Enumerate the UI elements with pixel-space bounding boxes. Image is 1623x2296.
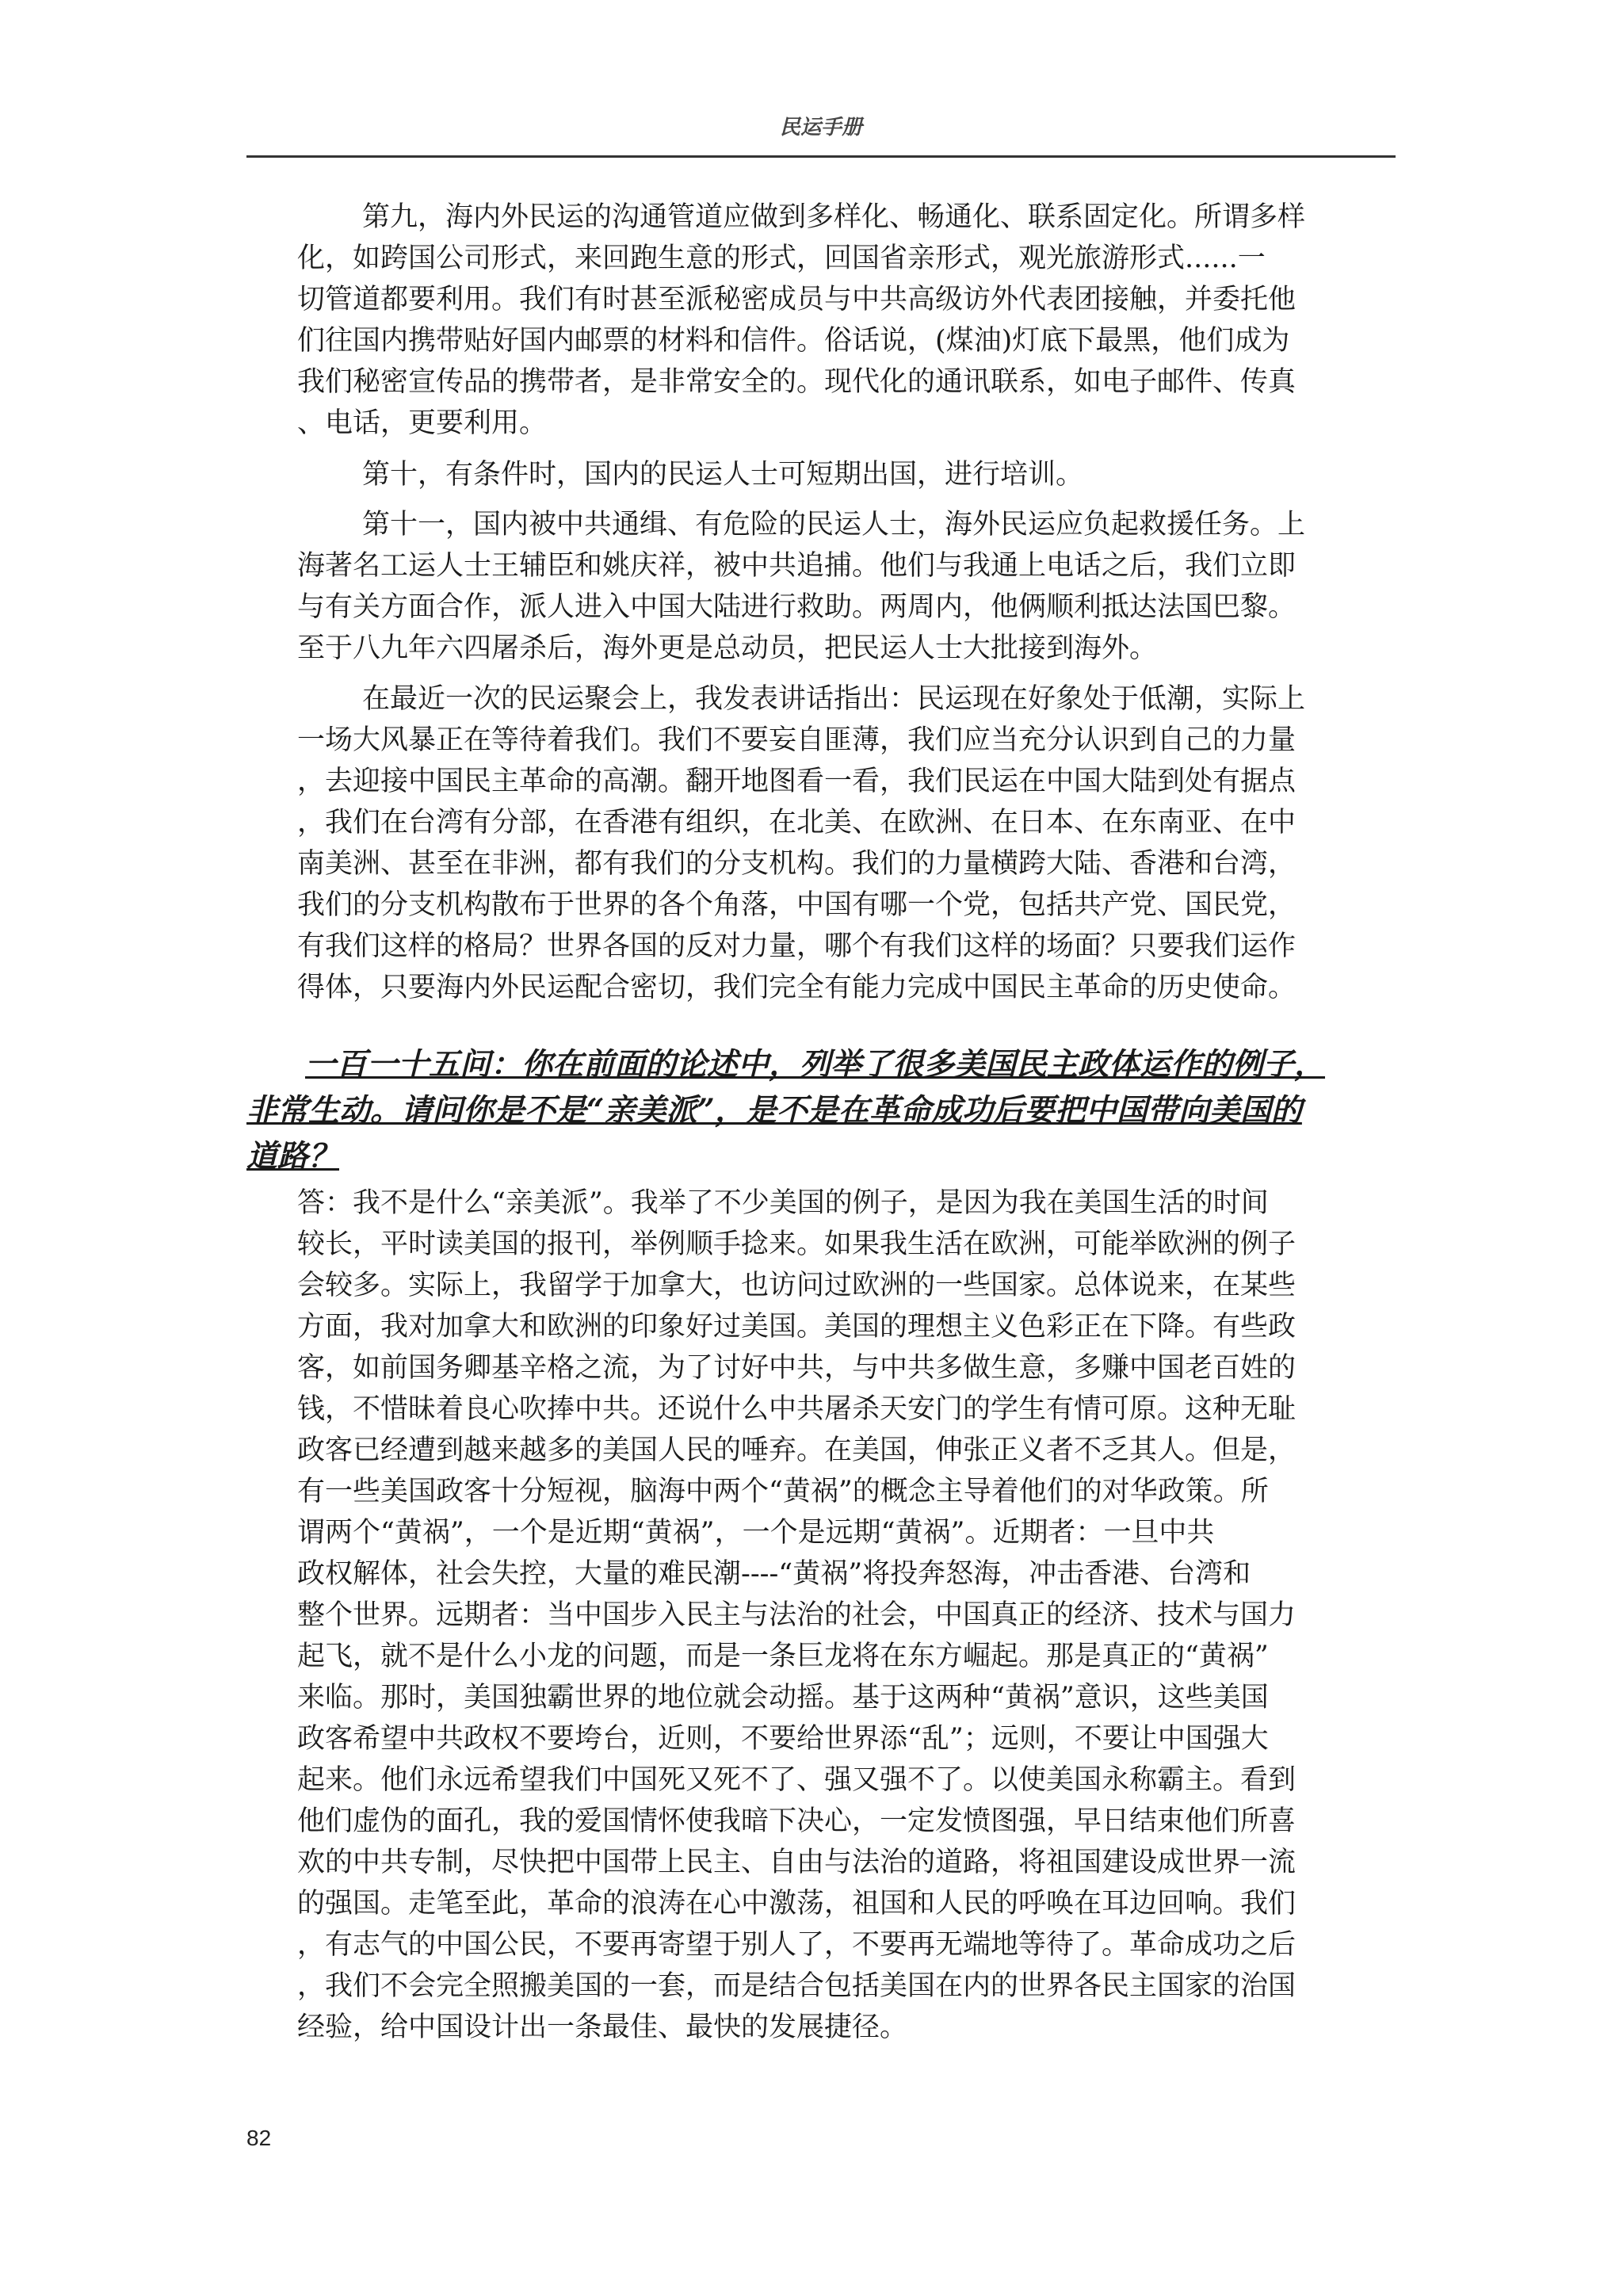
text-line: 起飞，就不是什么小龙的问题，而是一条巨龙将在东方崛起。那是真正的“黄祸”	[297, 1641, 1269, 1672]
text-line: 较长，平时读美国的报刊，举例顺手捻来。如果我生活在欧洲，可能举欧洲的例子	[297, 1228, 1296, 1260]
text-line: 经验，给中国设计出一条最佳、最快的发展捷径。	[297, 2011, 908, 2043]
text-line: 与有关方面合作，派人进入中国大陆进行救助。两周内，他俩顺利抵达法国巴黎。	[297, 591, 1296, 623]
text-line: 第十一，国内被中共通缉、有危险的民运人士，海外民运应负起救援任务。上	[362, 509, 1306, 541]
text-line: 化，如跨国公司形式，来回跑生意的形式，回国省亲形式，观光旅游形式......一	[297, 243, 1266, 274]
text-line: 们往国内携带贴好国内邮票的材料和信件。俗话说，(煤油)灯底下最黑，他们成为	[297, 325, 1290, 357]
text-line: 有我们这样的格局？世界各国的反对力量，哪个有我们这样的场面？只要我们运作	[297, 930, 1296, 962]
text-line: 他们虚伪的面孔，我的爱国情怀使我暗下决心，一定发愤图强，早日结束他们所喜	[297, 1805, 1296, 1837]
text-line: 有一些美国政客十分短视，脑海中两个“黄祸”的概念主导着他们的对华政策。所	[297, 1476, 1269, 1507]
text-line: 在最近一次的民运聚会上，我发表讲话指出：民运现在好象处于低潮，实际上	[362, 683, 1306, 715]
running-header: 民运手册	[779, 116, 862, 139]
text-line: 的强国。走笔至此，革命的浪涛在心中激荡，祖国和人民的呼唤在耳边回响。我们	[297, 1888, 1296, 1920]
text-line: 第九，海内外民运的沟通管道应做到多样化、畅通化、联系固定化。所谓多样	[362, 201, 1306, 233]
text-line: 客，如前国务卿基辛格之流，为了讨好中共，与中共多做生意，多赚中国老百姓的	[297, 1352, 1296, 1384]
text-line: 政客已经遭到越来越多的美国人民的唾弃。在美国，伸张正义者不乏其人。但是，	[297, 1435, 1296, 1466]
text-line: 谓两个“黄祸”，一个是近期“黄祸”，一个是远期“黄祸”。近期者：一旦中共	[297, 1517, 1215, 1549]
text-line: ，有志气的中国公民，不要再寄望于别人了，不要再无端地等待了。革命成功之后	[297, 1929, 1296, 1961]
text-line: 至于八九年六四屠杀后，海外更是总动员，把民运人士大批接到海外。	[297, 632, 1158, 664]
text-line: 方面，我对加拿大和欧洲的印象好过美国。美国的理想主义色彩正在下降。有些政	[297, 1311, 1296, 1343]
text-line: 第十，有条件时，国内的民运人士可短期出国，进行培训。	[362, 459, 1084, 491]
text-line: 南美洲、甚至在非洲，都有我们的分支机构。我们的力量横跨大陆、香港和台湾，	[297, 848, 1296, 880]
question-heading-line: 道路？	[246, 1138, 340, 1175]
text-line: 我们的分支机构散布于世界的各个角落，中国有哪一个党，包括共产党、国民党，	[297, 889, 1296, 921]
text-line: 会较多。实际上，我留学于加拿大，也访问过欧洲的一些国家。总体说来，在某些	[297, 1270, 1296, 1301]
text-line: 海著名工运人士王辅臣和姚庆祥，被中共追捕。他们与我通上电话之后，我们立即	[297, 550, 1296, 582]
text-line: ，我们在台湾有分部，在香港有组织，在北美、在欧洲、在日本、在东南亚、在中	[297, 807, 1296, 839]
text-line: 欢的中共专制，尽快把中国带上民主、自由与法治的道路，将祖国建设成世界一流	[297, 1847, 1296, 1878]
text-line: ，我们不会完全照搬美国的一套，而是结合包括美国在内的世界各民主国家的治国	[297, 1970, 1296, 2002]
text-line: 政客希望中共政权不要垮台，近则，不要给世界添“乱”；远则，不要让中国强大	[297, 1723, 1269, 1755]
text-line: 钱，不惜昧着良心吹捧中共。还说什么中共屠杀天安门的学生有情可原。这种无耻	[297, 1393, 1296, 1425]
page-number: 82	[246, 2126, 272, 2150]
text-line: 一场大风暴正在等待着我们。我们不要妄自匪薄，我们应当充分认识到自己的力量	[297, 724, 1296, 756]
text-line: 得体，只要海内外民运配合密切，我们完全有能力完成中国民主革命的历史使命。	[297, 972, 1296, 1003]
header-divider	[246, 155, 1396, 158]
question-heading-line: 一百一十五问：你在前面的论述中，列举了很多美国民主政体运作的例子，	[305, 1046, 1326, 1083]
text-line: 答：我不是什么“亲美派”。我举了不少美国的例子，是因为我在美国生活的时间	[297, 1187, 1269, 1219]
text-line: 我们秘密宣传品的携带者，是非常安全的。现代化的通讯联系，如电子邮件、传真	[297, 366, 1296, 398]
text-line: 起来。他们永远希望我们中国死又死不了、强又强不了。以使美国永称霸主。看到	[297, 1764, 1296, 1796]
text-line: 切管道都要利用。我们有时甚至派秘密成员与中共高级访外代表团接触，并委托他	[297, 284, 1296, 315]
text-line: 、电话，更要利用。	[297, 407, 548, 439]
question-heading-line: 非常生动。请问你是不是“亲美派”，是不是在革命成功后要把中国带向美国的	[246, 1092, 1302, 1129]
text-line: 整个世界。远期者：当中国步入民主与法治的社会，中国真正的经济、技术与国力	[297, 1599, 1296, 1631]
text-line: 来临。那时，美国独霸世界的地位就会动摇。基于这两种“黄祸”意识，这些美国	[297, 1682, 1269, 1713]
text-line: 政权解体，社会失控，大量的难民潮----“黄祸”将投奔怒海，冲击香港、台湾和	[297, 1558, 1251, 1590]
text-line: ，去迎接中国民主革命的高潮。翻开地图看一看，我们民运在中国大陆到处有据点	[297, 766, 1296, 797]
